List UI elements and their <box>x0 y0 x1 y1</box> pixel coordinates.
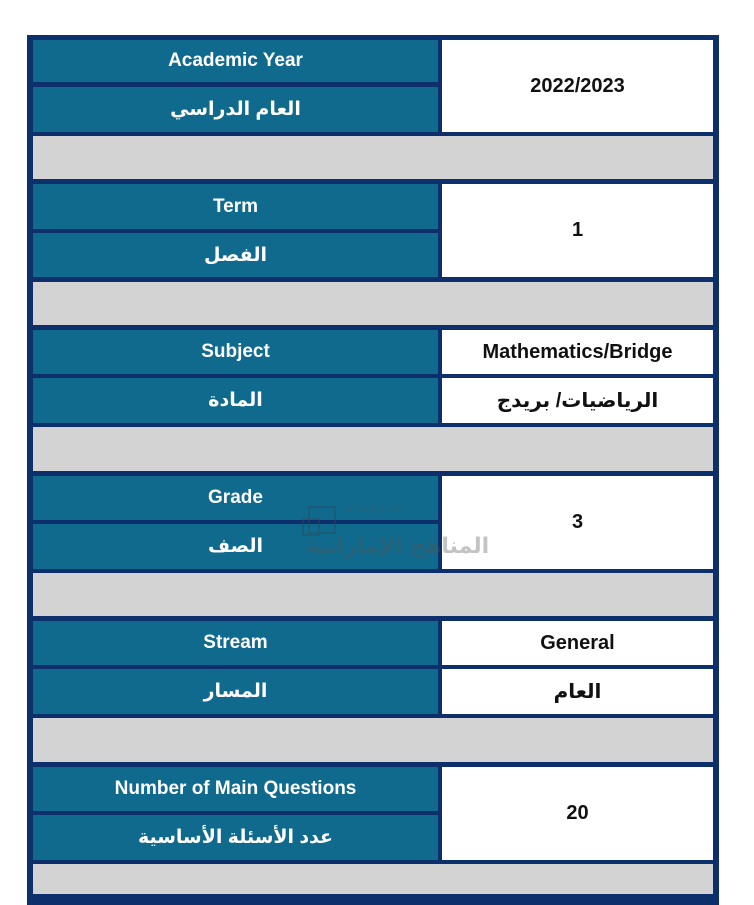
subject-label-en: Subject <box>33 330 438 374</box>
subject-value-en: Mathematics/Bridge <box>442 330 713 374</box>
stream-label-en: Stream <box>33 621 438 665</box>
grade-label-ar: الصف <box>33 524 438 569</box>
separator-row <box>33 864 713 894</box>
academic-year-label-en: Academic Year <box>33 40 438 82</box>
subject-value-ar: الرياضيات/ بريدج <box>442 378 713 423</box>
questions-label-en: Number of Main Questions <box>33 767 438 811</box>
subject-label-ar: المادة <box>33 378 438 423</box>
stream-value-ar: العام <box>442 669 713 714</box>
questions-value: 20 <box>442 767 713 860</box>
grade-value: 3 <box>442 476 713 569</box>
term-label-ar: الفصل <box>33 233 438 277</box>
separator-row <box>33 282 713 325</box>
watermark-text: المناهج الإماراتية <box>306 534 490 559</box>
separator-row <box>33 136 713 179</box>
academic-year-value: 2022/2023 <box>442 40 713 132</box>
academic-year-label-ar: العام الدراسي <box>33 87 438 132</box>
watermark-url: almanahj.com <box>344 504 406 513</box>
separator-row <box>33 573 713 616</box>
term-value: 1 <box>442 184 713 277</box>
stream-value-en: General <box>442 621 713 665</box>
stream-label-ar: المسار <box>33 669 438 714</box>
separator-row <box>33 427 713 471</box>
grade-label-en: Grade <box>33 476 438 520</box>
separator-row <box>33 718 713 762</box>
term-label-en: Term <box>33 184 438 229</box>
questions-label-ar: عدد الأسئلة الأساسية <box>33 815 438 860</box>
